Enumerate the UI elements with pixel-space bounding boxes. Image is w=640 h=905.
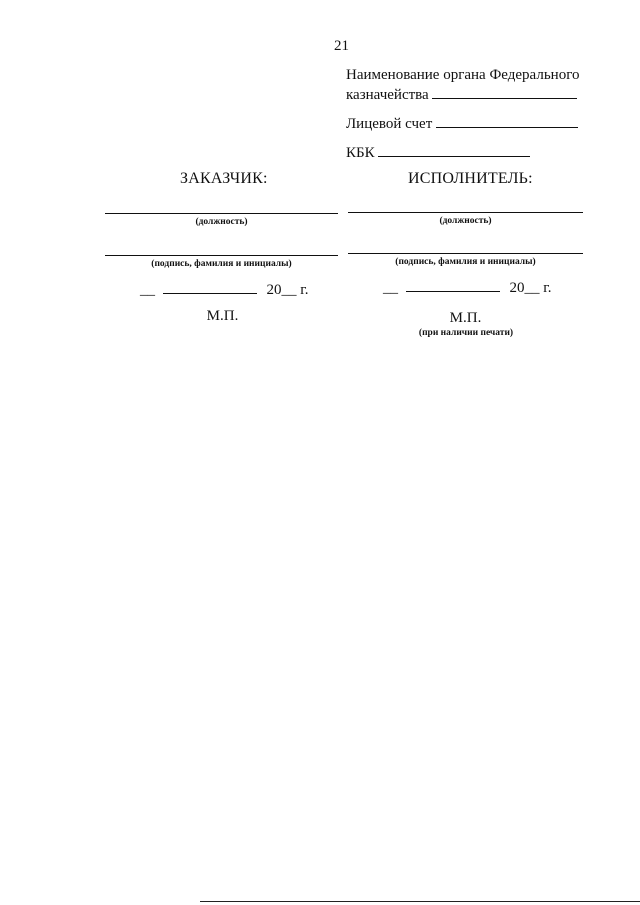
contractor-heading: ИСПОЛНИТЕЛЬ: <box>408 170 533 187</box>
account-row <box>346 114 596 134</box>
contractor-date <box>383 278 551 297</box>
contractor-signature-caption: (подпись, фамилия и инициалы) <box>395 257 536 267</box>
contractor-date-month-blank <box>406 278 500 292</box>
kbk-label: КБК <box>346 145 375 161</box>
customer-signature-caption: (подпись, фамилия и инициалы) <box>151 259 292 269</box>
contractor-date-day: __ <box>383 280 398 296</box>
kbk-blank <box>378 143 530 157</box>
account-label: Лицевой счет <box>346 116 433 132</box>
customer-date-day: __ <box>140 282 155 298</box>
treasury-name-blank <box>432 85 577 99</box>
customer-stamp: М.П. <box>206 308 239 324</box>
customer-date-year: 20__ г. <box>266 282 309 298</box>
treasury-name-line2 <box>346 85 596 105</box>
contractor-stamp: М.П. <box>449 310 482 326</box>
customer-signature-line <box>105 255 338 256</box>
contractor-stamp-note: (при наличии печати) <box>418 328 514 338</box>
customer-position-line <box>105 213 338 214</box>
page-number: 21 <box>334 38 349 54</box>
account-blank <box>436 114 578 128</box>
treasury-name-line1: Наименование органа Федерального <box>346 67 580 83</box>
contractor-date-year: 20__ г. <box>509 280 552 296</box>
kbk-row <box>346 143 596 163</box>
customer-date <box>140 280 308 299</box>
customer-position-caption: (должность) <box>195 217 248 227</box>
treasury-name-label: казначейства <box>346 87 429 103</box>
page-bottom-edge <box>200 901 640 902</box>
customer-date-month-blank <box>163 280 257 294</box>
contractor-position-caption: (должность) <box>439 216 492 226</box>
treasury-details <box>346 66 596 163</box>
contractor-signature-line <box>348 253 583 254</box>
customer-heading: ЗАКАЗЧИК: <box>180 170 268 187</box>
contractor-position-line <box>348 212 583 213</box>
